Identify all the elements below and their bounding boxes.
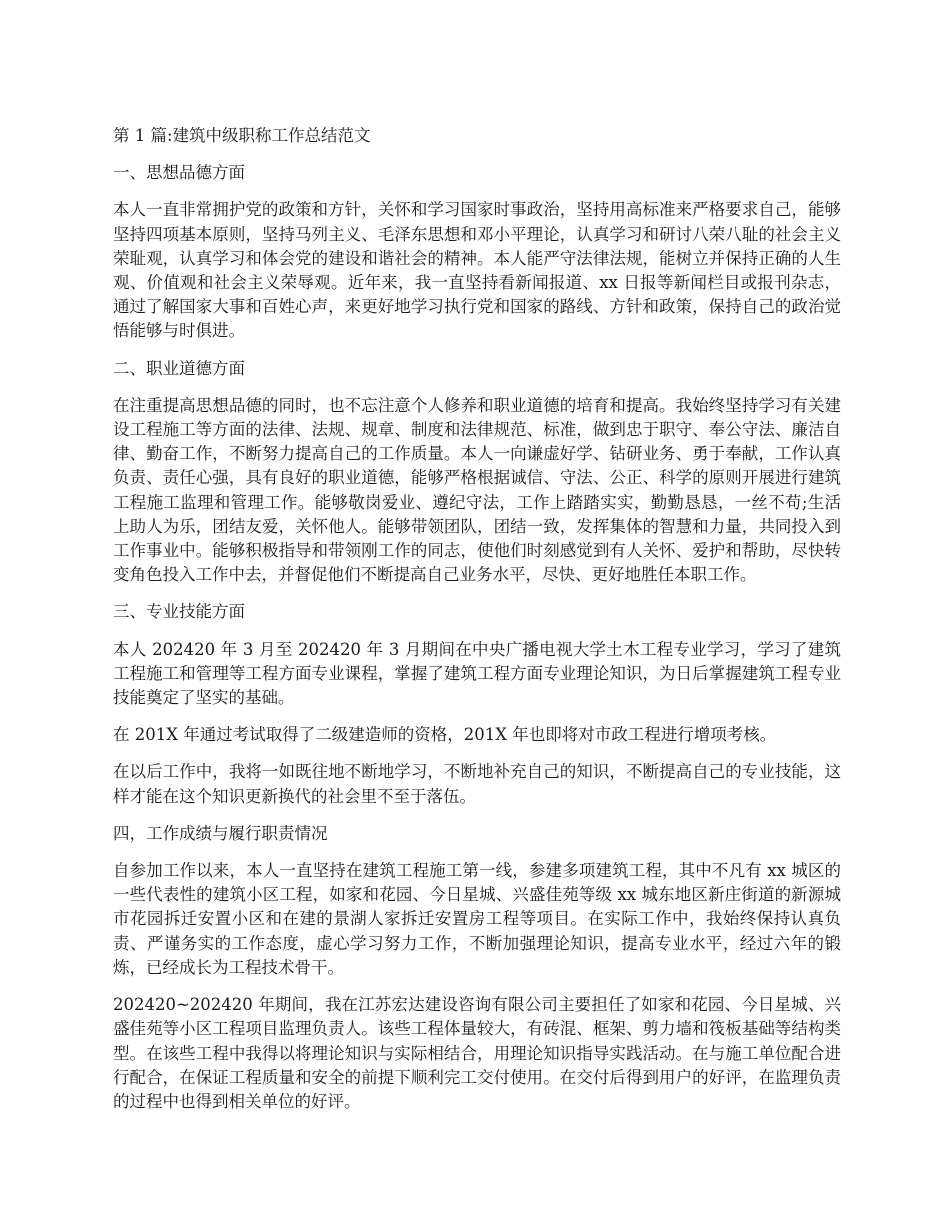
section-heading-skills: 三、专业技能方面 <box>113 602 245 622</box>
paragraph: 202420~202420 年期间，我在江苏宏达建设咨询有限公司主要担任了如家和花园、今日星城、兴盛佳苑等小区工程项目监理负责人。该些工程体量较大，有砖混、框架、剪力墙和筏板基础等结构类型。在该些工程中我得以将理论知识与实际相结合，用理论知识指导实践活动。在与施工单位配合进行配合，在保证工程质量和安全的前提下顺利完工交付使用。在交付后得到用户的好评，在监理负责的过程中也得到相关单位的好评。 <box>113 995 841 1111</box>
section-heading-achievements: 四，工作成绩与履行职责情况 <box>113 823 328 843</box>
paragraph: 在注重提高思想品德的同时，也不忘注意个人修养和职业道德的培育和提高。我始终坚持学习有关建设工程施工等方面的法律、法规、规章、制度和法律规范、标准，做到忠于职守、奉公守法、廉洁自律、勤奋工作，不断努力提高自己的工作质量。本人一向谦虚好学、钻研业务、勇于奉献，工作认真负责、责任心强，具有良好的职业道德，能够严格根据诚信、守法、公正、科学的原则开展进行建筑工程施工监理和管理工作。能够敬岗爱业、遵纪守法，工作上踏踏实实，勤勤恳恳，一丝不苟;生活上助人为乐，团结友爱，关怀他人。能够带领团队，团结一致，发挥集体的智慧和力量，共同投入到工作事业中。能够积极指导和带领刚工作的同志，使他们时刻感觉到有人关怀、爱护和帮助，尽快转变角色投入工作中去，并督促他们不断提高自己业务水平，尽快、更好地胜任本职工作。 <box>113 395 841 585</box>
paragraph: 自参加工作以来，本人一直坚持在建筑工程施工第一线，参建多项建筑工程，其中不凡有 xx 城区的一些代表性的建筑小区工程，如家和花园、今日星城、兴盛佳苑等级 xx 城东地区新庄街道的新源城市花园拆迁安置小区和在建的景湖人家拆迁安置房工程等项目。在实际工作中，我始终保持认真负责、严谨务实的工作态度，虚心学习努力工作，不断加强理论知识，提高专业水平，经过六年的锻炼，已经成长为工程技术骨干。 <box>113 861 841 977</box>
paragraph: 本人一直非常拥护党的政策和方针，关怀和学习国家时事政治，坚持用高标准来严格要求自己，能够坚持四项基本原则，坚持马列主义、毛泽东思想和邓小平理论，认真学习和研讨八荣八耻的社会主义荣耻观，认真学习和体会党的建设和谐社会的精神。本人能严守法律法规，能树立并保持正确的人生观、价值观和社会主义荣辱观。近年来，我一直坚持看新闻报道、xx 日报等新闻栏目或报刊杂志，通过了解国家大事和百姓心声，来更好地学习执行党和国家的路线、方针和政策，保持自己的政治觉悟能够与时俱进。 <box>113 200 841 341</box>
section-heading-ethics: 二、职业道德方面 <box>113 358 245 378</box>
paragraph: 本人 202420 年 3 月至 202420 年 3 月期间在中央广播电视大学土木工程专业学习，学习了建筑工程施工和管理等工程方面专业课程，掌握了建筑工程方面专业理论知识，为日后掌握建筑工程专业技能奠定了坚实的基础。 <box>113 639 841 708</box>
section-heading-ideology: 一、思想品德方面 <box>113 163 245 183</box>
document-body <box>113 124 841 1127</box>
paragraph: 在 201X 年通过考试取得了二级建造师的资格，201X 年也即将对市政工程进行增项考核。 <box>113 725 777 745</box>
paragraph: 在以后工作中，我将一如既往地不断地学习，不断地补充自己的知识，不断提高自己的专业技能，这样才能在这个知识更新换代的社会里不至于落伍。 <box>113 762 841 806</box>
document-title: 第 1 篇:建筑中级职称工作总结范文 <box>113 126 371 145</box>
